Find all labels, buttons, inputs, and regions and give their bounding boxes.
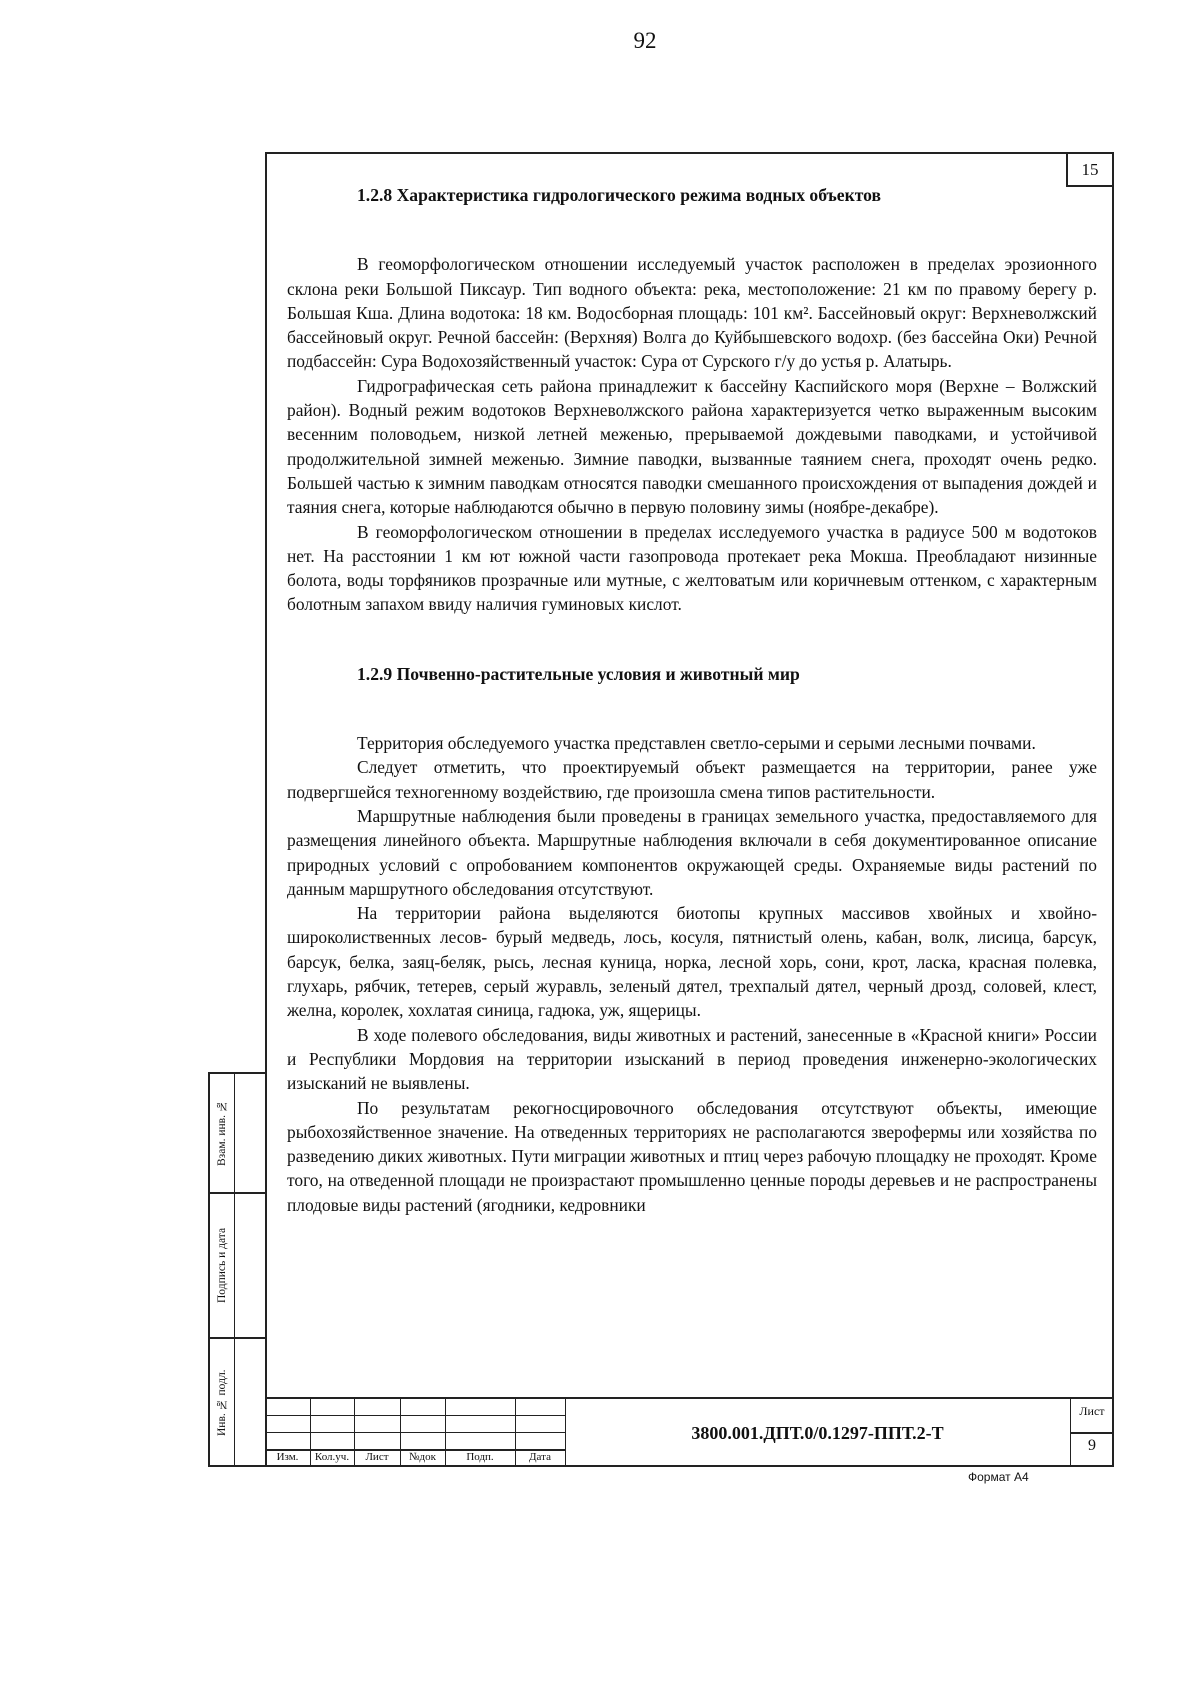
title-block [265, 1397, 1114, 1467]
paragraph: По результатам рекогносцировочного обследования отсутствуют объекты, имеющие рыбохозяйственное значение. На отведенных территориях не располагаются зверофермы или хозяйства по разведению диких животных. Пути миграции животных и птиц через рабочую площадку не проходят. Кроме того, на отведенной площади не произрастают промышленно ценные породы деревьев и не распространены плодовые виды растений (ягодники, кедровники [287, 1097, 1097, 1215]
title-block-row-line [1070, 1432, 1114, 1434]
sheet-number: 9 [1088, 1437, 1096, 1454]
col-label-podp: Подп. [466, 1451, 494, 1463]
document-code: 3800.001.ДПТ.0/0.1297-ППТ.2-Т [691, 1423, 944, 1443]
page-content [287, 183, 1097, 1217]
sheet-number-box: 15 [1066, 152, 1114, 187]
col-label-izm: Изм. [276, 1451, 299, 1463]
paragraph: Следует отметить, что проектируемый объект размещается на территории, ранее уже подвергшейся техногенному воздействию, где произошла смена типов растительности. [287, 757, 1097, 802]
col-label-ndok: №док [409, 1451, 436, 1463]
paragraph: Маршрутные наблюдения были проведены в границах земельного участка, предоставляемого для размещения линейного объекта. Маршрутные наблюдения включали в себя документированное описание природных условий с опробованием компонентов окружающей среды. Охраняемые виды растений по данным маршрутного обследования отсутствуют. [287, 805, 1097, 899]
format-label: Формат А4 [968, 1470, 1029, 1484]
col-label-list: Лист [365, 1451, 389, 1463]
section-heading-soil-fauna: 1.2.9 Почвенно-растительные условия и животный мир [357, 663, 800, 684]
paragraph: В геоморфологическом отношении в пределах исследуемого участка в радиусе 500 м водотоков нет. На расстоянии 1 км ют южной части газопровода протекает река Мокша. Преобладают низинные болота, воды торфяников прозрачные или мутные, с желтоватым или коричневым оттенком, с характерным болотным запахом ввиду наличия гуминовых кислот. [287, 521, 1097, 615]
paragraph: На территории района выделяются биотопы крупных массивов хвойных и хвойно-широколиственных лесов- бурый медведь, лось, косуля, пятнистый олень, кабан, волк, лисица, барсук, барсук, белка, заяц-беляк, рысь, лесная куница, норка, лесной хорь, сони, крот, ласка, красная полевка, глухарь, рябчик, тетерев, серый журавль, зеленый дятел, трехпалый дятел, черный дрозд, соловей, клест, желна, королек, хохлатая синица, гадюка, уж, ящерицы. [287, 903, 1097, 1021]
col-label-kol-uch: Кол.уч. [314, 1451, 350, 1463]
sheet-label: Лист [1079, 1404, 1105, 1418]
paragraph: Гидрографическая сеть района принадлежит к бассейну Каспийского моря (Верхне – Волжский район). Водный режим водотоков Верхневолжского района характеризуется четко выраженным высоким весенним половодьем, низкой летней меженью, прерываемой дождевыми паводками, и устойчивой продолжительной зимней меженью. Зимние паводки, вызванные таянием снега, проходят очень редко. Большей частью к зимним паводкам относятся паводки смешанного происхождения от выпадения дождей и таяния снега, которые наблюдаются обычно в первую половину зимы (ноябре-декабре). [287, 375, 1097, 518]
side-stamp [208, 1072, 265, 1467]
paragraph: В ходе полевого обследования, виды животных и растений, занесенные в «Красной книги» России и Республики Мордовия на территории изысканий в период проведения инженерно-экологических изысканий не выявлены. [287, 1024, 1097, 1094]
col-label-data: Дата [529, 1451, 551, 1463]
paragraph: Территория обследуемого участка представлен светло-серыми и серыми лесными почвами. [357, 733, 1036, 754]
top-page-number: 92 [633, 28, 657, 53]
paragraph: В геоморфологическом отношении исследуемый участок расположен в пределах эрозионного склона реки Большой Пиксаур. Тип водного объекта: река, местоположение: 21 км по правому берегу р. Большая Кша. Длина водотока: 18 км. Водосборная площадь: 101 км². Бассейновый округ: Верхневолжский бассейновый округ. Речной бассейн: (Верхняя) Волга до Куйбышевского водохр. (без бассейна Оки) Речной подбассейн: Сура Водохозяйственный участок: Сура от Сурского г/у до устья р. Алатырь. [287, 254, 1097, 372]
side-label-inv-podl: Инв. № подл. [216, 1369, 228, 1437]
side-stamp-divider [234, 1074, 235, 1465]
section-heading-hydrology: 1.2.8 Характеристика гидрологического режима водных объектов [357, 185, 882, 205]
side-label-podpis-data: Подпись и дата [216, 1227, 228, 1304]
side-label-vzam-inv: Взам. инв. № [216, 1100, 228, 1166]
